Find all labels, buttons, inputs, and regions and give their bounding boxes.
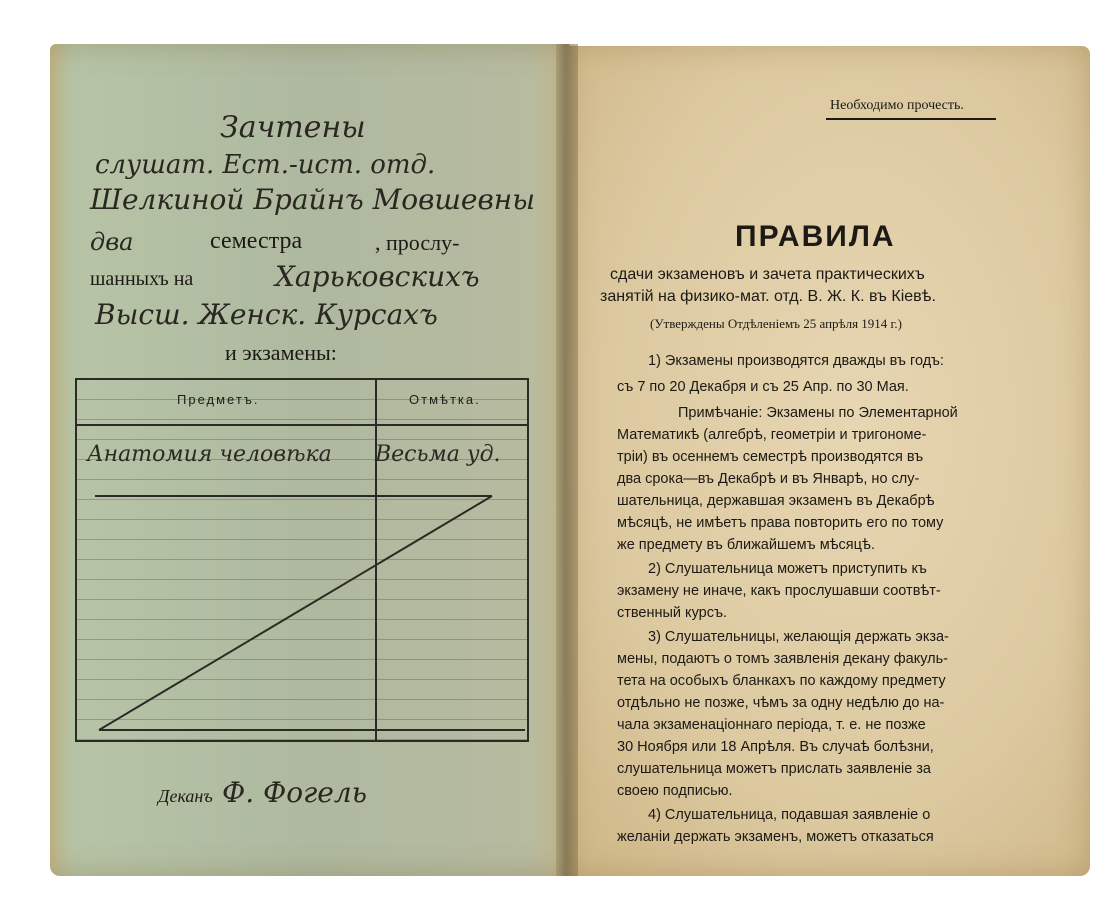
rule-line: же предмету въ ближайшемъ мѣсяцѣ. <box>617 537 875 553</box>
table-header-subject: Предметъ. <box>177 392 260 407</box>
printed-exams-label: и экзамены: <box>225 340 337 365</box>
rules-title: ПРАВИЛА <box>735 220 896 253</box>
rule-line: 4) Слушательница, подавшая заявленіе о <box>648 807 931 823</box>
rule-line: желаніи держать экзаменъ, можетъ отказаться <box>617 829 934 845</box>
handwritten-department: слушат. Ест.-ист. отд. <box>95 150 436 180</box>
dean-signature: Ф. Фогель <box>222 776 367 809</box>
printed-attended-at: шанныхъ на <box>90 268 194 290</box>
dean-label: Деканъ <box>158 786 213 806</box>
strike-through-z-mark <box>77 380 527 740</box>
must-read-underline <box>826 118 996 120</box>
rule-line: Математикѣ (алгебрѣ, геометріи и тригономе- <box>617 427 927 443</box>
handwritten-semester-count: два <box>90 228 134 256</box>
rule-line: мѣсяцѣ, не имѣетъ права повторить его по тому <box>617 515 944 531</box>
rule-line: чала экзаменаціоннаго періода, т. е. не позже <box>617 717 926 733</box>
rule-line: 1) Экзамены производятся дважды въ годъ: <box>648 353 944 369</box>
rule-line: мены, подаютъ о томъ заявленія декану факуль- <box>617 651 949 667</box>
table-cell-grade: Весьма уд. <box>375 442 501 467</box>
book-spine <box>556 44 578 876</box>
table-header-grade: Отмѣтка. <box>409 392 481 407</box>
handwritten-title: Зачтены <box>220 110 366 145</box>
rule-line: Примѣчаніе: Экзамены по Элементарной <box>678 405 958 421</box>
table-cell-subject: Анатомия человѣка <box>87 442 332 467</box>
rule-line: 3) Слушательницы, желающія держать экза- <box>648 629 949 645</box>
rule-line: ственный курсъ. <box>617 605 728 621</box>
handwritten-institution-city: Харьковскихъ <box>275 260 480 293</box>
grades-table <box>75 378 529 742</box>
rules-subtitle-line-2: занятій на физико-мат. отд. В. Ж. К. въ Кіевѣ. <box>600 288 936 305</box>
rule-line: 2) Слушательница можетъ приступить къ <box>648 561 927 577</box>
rules-subtitle-line-1: сдачи экзаменовъ и зачета практическихъ <box>610 266 925 283</box>
handwritten-institution: Высш. Женск. Курсахъ <box>95 298 438 331</box>
handwritten-student-name: Шелкиной Брайнъ Мовшевны <box>90 183 536 216</box>
printed-attended-word: , прослу- <box>375 230 460 255</box>
rule-line: тріи) въ осеннемъ семестрѣ производятся въ <box>617 449 924 465</box>
rule-line: 30 Ноября или 18 Апрѣля. Въ случаѣ болѣзни, <box>617 739 934 755</box>
must-read-note: Необходимо прочесть. <box>830 98 964 113</box>
rule-line: своею подписью. <box>617 783 733 799</box>
rule-line: экзамену не иначе, какъ прослушавши соотвѣт- <box>617 583 941 599</box>
approval-note: (Утверждены Отдѣленіемъ 25 апрѣля 1914 г.) <box>650 316 902 331</box>
rule-line: отдѣльно не позже, чѣмъ за одну недѣлю до на- <box>617 695 945 711</box>
rule-line: съ 7 по 20 Декабря и съ 25 Апр. по 30 Мая. <box>617 379 909 395</box>
rule-line: два срока—въ Декабрѣ и въ Январѣ, но слу- <box>617 471 920 487</box>
rule-line: тета на особыхъ бланкахъ по каждому предмету <box>617 673 946 689</box>
printed-semester-word: семестра <box>210 228 303 254</box>
rule-line: слушательница можетъ прислать заявленіе за <box>617 761 931 777</box>
rule-line: шательница, державшая экзаменъ въ Декабрѣ <box>617 493 935 509</box>
